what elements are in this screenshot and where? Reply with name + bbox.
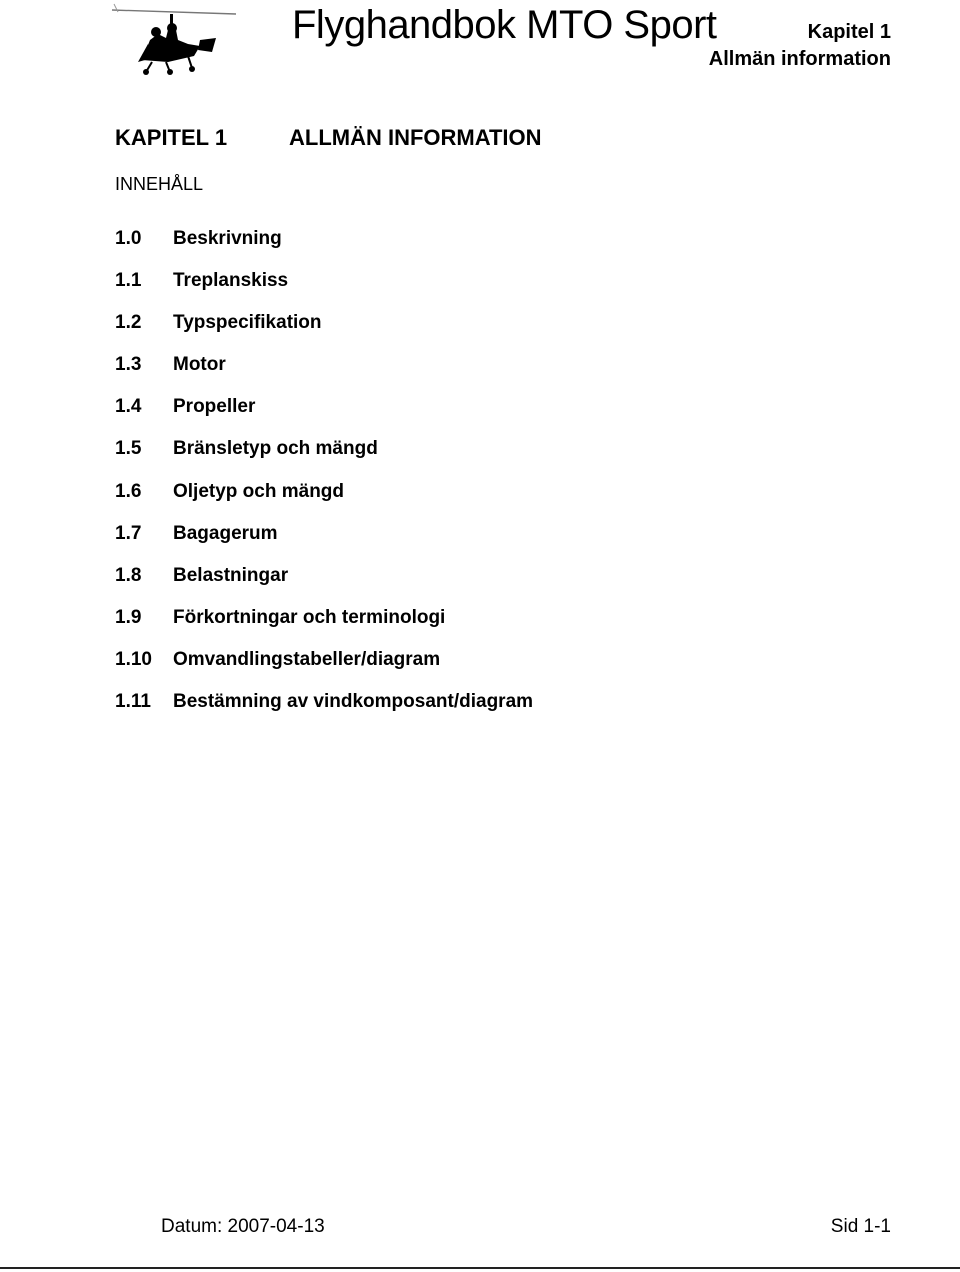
toc-item-title: Oljetyp och mängd: [173, 480, 345, 502]
toc-item-title: Bestämning av vindkomposant/diagram: [173, 691, 534, 713]
chapter-heading-number: KAPITEL 1: [115, 125, 228, 150]
gyrocopter-logo-icon: [108, 0, 240, 76]
toc-item-title: Belastningar: [173, 564, 289, 586]
toc-item-title: Motor: [173, 354, 226, 376]
contents-label: INNEHÅLL: [115, 174, 204, 194]
toc-item: [115, 481, 533, 523]
document-title: Flyghandbok MTO Sport: [292, 3, 717, 47]
chapter-heading-title: ALLMÄN INFORMATION: [289, 125, 542, 150]
toc-item-number: 1.9: [115, 606, 142, 628]
toc-item: [115, 270, 533, 312]
toc-item-number: 1.1: [115, 270, 142, 292]
toc-item-title: Propeller: [173, 396, 256, 418]
header-chapter-number: Kapitel 1: [807, 21, 891, 43]
toc-item: [115, 228, 533, 270]
toc-item-number: 1.6: [115, 480, 142, 502]
toc-item: [115, 438, 533, 480]
toc-item-number: 1.3: [115, 354, 142, 376]
toc-item: [115, 523, 533, 565]
toc-item: [115, 691, 533, 733]
toc-item: [115, 354, 533, 396]
toc-item: [115, 649, 533, 691]
toc-item-title: Typspecifikation: [173, 312, 322, 334]
table-of-contents: [115, 228, 533, 733]
toc-item-number: 1.8: [115, 564, 142, 586]
toc-item-title: Bagagerum: [173, 522, 278, 544]
footer-page-number: Sid 1-1: [830, 1216, 891, 1237]
toc-item-number: 1.5: [115, 438, 142, 460]
toc-item-number: 1.7: [115, 522, 142, 544]
footer-date: Datum: 2007-04-13: [161, 1216, 325, 1237]
toc-item-title: Bränsletyp och mängd: [173, 438, 378, 460]
toc-item-title: Treplanskiss: [173, 270, 289, 292]
toc-item: [115, 565, 533, 607]
header-chapter-title: Allmän information: [708, 48, 891, 70]
toc-item-number: 1.2: [115, 312, 142, 334]
toc-item-number: 1.11: [115, 691, 151, 713]
toc-item-title: Omvandlingstabeller/diagram: [173, 648, 441, 670]
toc-item: [115, 396, 533, 438]
toc-item: [115, 607, 533, 649]
toc-item-title: Beskrivning: [173, 228, 282, 249]
toc-item-number: 1.4: [115, 396, 142, 418]
footer-divider: [0, 1267, 960, 1269]
toc-item-number: 1.10: [115, 648, 152, 670]
toc-item: [115, 312, 533, 354]
toc-item-title: Förkortningar och terminologi: [173, 606, 446, 628]
toc-item-number: 1.0: [115, 228, 142, 249]
